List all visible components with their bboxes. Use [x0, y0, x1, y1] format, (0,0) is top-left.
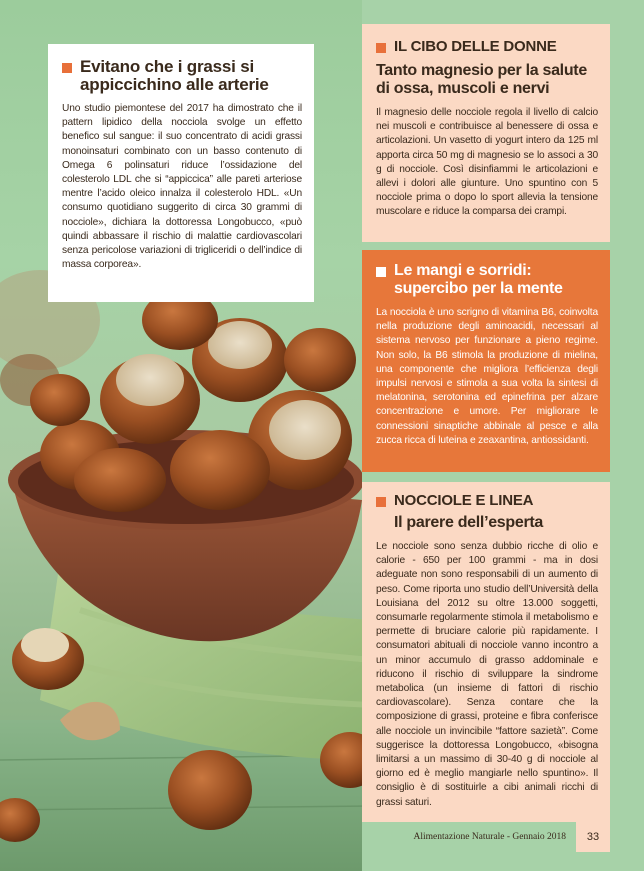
- nuts-and-weight-box: [362, 482, 610, 822]
- page-footer: [362, 822, 610, 852]
- page-number: 33: [576, 822, 610, 852]
- women-heading: IL CIBO DELLE DONNE: [394, 38, 557, 55]
- mind-body-text: La nocciola è uno scrigno di vitamina B6, coinvolta nella produzione degli aminoacidi, necessari al sistema nervoso per funzionare a pieno regime. Non solo, la B6 stimola la produzione di mielina, una componente che migliora l’efficienza degli impulsi nervosi e stimola a sua volta la sintesi di melatonina, serotonina ed epinefrina per alzare concentrazione e umore. Per migliorare le connessioni sinaptiche abbinale al pesce e alla zucca ricca di luteina e zeaxantina, antiossidanti.: [376, 307, 598, 446]
- women-food-box: [362, 24, 610, 242]
- white-square-bullet-icon: [376, 267, 386, 277]
- arteries-article-box: [48, 44, 314, 302]
- mind-heading-row: [376, 262, 598, 298]
- orange-square-bullet-icon: [376, 43, 386, 53]
- arteries-heading-row: [62, 58, 302, 94]
- arteries-title: Evitano che i grassi si appiccichino alle arterie: [80, 57, 269, 94]
- weight-heading-row: [376, 492, 598, 510]
- women-body-text: Il magnesio delle nocciole regola il livello di calcio nei muscoli e contribuisce al benessere di ossa e articolazioni. Un vasetto di yogurt intero da 125 ml apporta circa 50 mg di magnesio se lo associ a 30 g di nocciole. Così disinfiammi le articolazioni e allevi i dolori alle giunture. Uno spuntino con 5 nocciole prima o dopo lo sport allevia la tensione muscolare e riduce la comparsa dei crampi.: [376, 107, 598, 218]
- mind-heading: Le mangi e sorridi: supercibo per la mente: [394, 262, 563, 297]
- mind-superfood-box: [362, 250, 610, 472]
- weight-heading: NOCCIOLE E LINEA: [394, 492, 534, 509]
- orange-square-bullet-icon: [62, 63, 72, 73]
- orange-square-bullet-icon: [376, 497, 386, 507]
- arteries-body-text: Uno studio piemontese del 2017 ha dimostrato che il pattern lipidico della nocciola svolge un effetto benefico sul sangue: il suo concentrato di acidi grassi monoinsaturi combinato con un basso contenuto di Omega 6 polinsaturi riduce l’ossidazione del colesterolo LDL che si “appiccica” alle pareti arteriose mentre l’acido oleico innalza il colesterolo HDL. «Un consumo quotidiano suggerito di circa 30 grammi di nocciole», dichiara la dottoressa Longobucco, «può quindi abbassare il rischio di malattie cardiovascolari senza pericolose variazioni di trigliceridi o dell’indice di massa corporea».: [62, 103, 302, 271]
- women-subheading: Tanto magnesio per la salute di ossa, muscoli e nervi: [376, 62, 587, 97]
- weight-subheading: Il parere dell’esperta: [394, 514, 544, 531]
- weight-body-text: Le nocciole sono senza dubbio ricche di olio e calorie - 650 per 100 grammi - ma in dosi adeguate non sono responsabili di un aumento di peso. Come riporta uno studio dell’Università della Louisiana del 2012 su oltre 13.000 soggetti, consumarle regolarmente stimola il metabolismo e permette di bruciare calorie più rapidamente. I consumatori abituali di nocciole vanno incontro a un minor accumulo di grasso addominale e riducono il rischio di sviluppare la sindrome metabolica (un insieme di fattori di rischio cardiovascolare). Senza contare che la composizione di grassi, proteine e fibra conferisce alle nocciole un invincibile “fattore sazietà”. Come suggerisce la dottoressa Longobucco, «bisogna limitarsi a un massimo di 30-40 g di nocciole al giorno ed è meglio mangiarle nello spuntino». Il consiglio è di sostituirle a cibi animali ricchi di grassi saturi.: [376, 541, 598, 808]
- women-heading-row: [376, 38, 598, 56]
- magazine-issue: Alimentazione Naturale - Gennaio 2018: [413, 832, 566, 842]
